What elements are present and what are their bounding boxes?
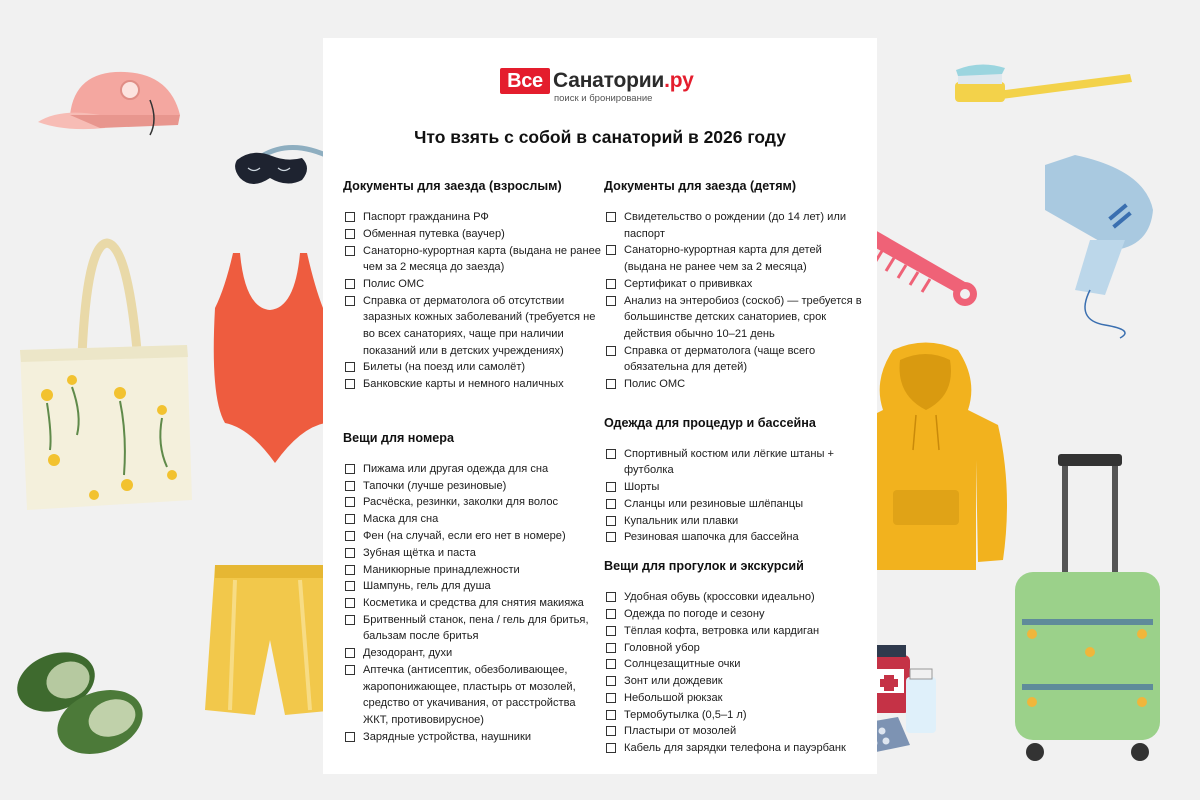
checklist-item[interactable] [604, 529, 862, 546]
checklist-item-label: Сертификат о прививках [624, 277, 753, 290]
checklist-item-label: Санаторно-курортная карта для детей (выдана не ранее чем за 2 месяца) [624, 244, 822, 273]
checklist-item-label: Обменная путевка (ваучер) [363, 227, 505, 240]
checkbox-icon[interactable] [606, 643, 616, 653]
checklist-item-label: Маска для сна [363, 513, 439, 526]
checklist-item[interactable] [604, 496, 862, 513]
suitcase-illustration [1010, 452, 1170, 764]
checklist-item[interactable] [343, 645, 601, 662]
checkbox-icon[interactable] [345, 732, 355, 742]
checklist-item[interactable] [604, 673, 862, 690]
checklist-item-label: Расчёска, резинки, заколки для волос [363, 496, 559, 509]
checklist-item-label: Шорты [624, 481, 660, 494]
checkbox-icon[interactable] [606, 279, 616, 289]
slippers-illustration [8, 636, 158, 758]
checkbox-icon[interactable] [345, 565, 355, 575]
checkbox-icon[interactable] [606, 379, 616, 389]
checklist-item-label: Банковские карты и немного наличных [363, 378, 564, 391]
checkbox-icon[interactable] [345, 615, 355, 625]
checkbox-icon[interactable] [345, 362, 355, 372]
checklist-item[interactable] [604, 209, 862, 242]
section-heading-docs-adult: Документы для заезда (взрослым) [343, 179, 562, 193]
page-title: Что взять с собой в санаторий в 2026 году [414, 127, 786, 147]
checklist-item-label: Зонт или дождевик [624, 675, 723, 688]
checklist-item[interactable] [604, 343, 862, 376]
checkbox-icon[interactable] [345, 379, 355, 389]
checklist-item-label: Дезодорант, духи [363, 647, 453, 660]
checklist-item[interactable] [604, 606, 862, 623]
checklist-item-label: Резиновая шапочка для бассейна [624, 531, 799, 544]
checkbox-icon[interactable] [606, 516, 616, 526]
section-heading-docs-child: Документы для заезда (детям) [604, 179, 797, 193]
checklist-item[interactable] [343, 578, 601, 595]
checklist-item[interactable] [604, 656, 862, 673]
checklist-item-label: Пижама или другая одежда для сна [363, 462, 549, 475]
checklist-item[interactable] [343, 209, 601, 226]
checklist-item-label: Солнцезащитные очки [624, 658, 741, 671]
checklist-item[interactable] [604, 740, 862, 757]
section-heading-procedures: Одежда для процедур и бассейна [604, 415, 816, 430]
checkbox-icon[interactable] [345, 296, 355, 306]
checklist-item[interactable] [343, 494, 601, 511]
checklist-item-label: Головной убор [624, 641, 700, 654]
checkbox-icon[interactable] [345, 514, 355, 524]
docs-child-list [604, 209, 862, 392]
checklist-item-label: Фен (на случай, если его нет в номере) [363, 529, 566, 542]
checklist-item[interactable] [604, 707, 862, 724]
brand-logo[interactable] [500, 68, 710, 108]
checklist-item[interactable] [343, 662, 601, 728]
checkbox-icon[interactable] [606, 532, 616, 542]
checklist-item-label: Сланцы или резиновые шлёпанцы [624, 497, 804, 510]
checkbox-icon[interactable] [606, 726, 616, 736]
checklist-item[interactable] [604, 446, 862, 479]
checklist-item-label: Полис ОМС [363, 277, 425, 290]
checklist-item-label: Санаторно-курортная карта (выдана не ранее чем за 2 месяца до заезда) [363, 244, 601, 274]
checklist-item-label: Удобная обувь (кроссовки идеально) [624, 591, 815, 604]
checklist-item-label: Зубная щётка и паста [363, 546, 476, 559]
checklist-item[interactable] [604, 293, 862, 343]
checkbox-icon[interactable] [345, 548, 355, 558]
checkbox-icon[interactable] [606, 482, 616, 492]
checkbox-icon[interactable] [345, 497, 355, 507]
section-heading-walks: Вещи для прогулок и экскурсий [604, 559, 804, 574]
checkbox-icon[interactable] [345, 464, 355, 474]
checkbox-icon[interactable] [345, 531, 355, 541]
cap-illustration [30, 60, 190, 155]
checklist-item[interactable] [604, 513, 862, 530]
logo-tagline: поиск и бронирование [554, 93, 653, 104]
checklist-item[interactable] [343, 729, 601, 746]
section-heading-room-things: Вещи для номера [343, 430, 454, 445]
checkbox-icon[interactable] [345, 665, 355, 675]
checklist-item-label: Пластыри от мозолей [624, 725, 737, 738]
checklist-item-label: Тапочки (лучше резиновые) [363, 479, 507, 492]
checkbox-icon[interactable] [345, 279, 355, 289]
checklist-item-label: Полис ОМС [624, 377, 686, 390]
checklist-item-label: Зарядные устройства, наушники [363, 730, 532, 743]
docs-adult-list [343, 209, 601, 393]
checklist-item[interactable] [343, 612, 601, 645]
hairdryer-illustration [1035, 150, 1165, 340]
checklist-item-label: Косметика и средства для снятия макияжа [363, 597, 584, 610]
checklist-item[interactable] [343, 528, 601, 545]
checkbox-icon[interactable] [606, 693, 616, 703]
procedures-list [604, 446, 862, 546]
checklist-item[interactable] [343, 293, 601, 359]
checkbox-icon[interactable] [345, 481, 355, 491]
checklist-item-label: Маникюрные принадлежности [363, 563, 520, 576]
checklist-item-label: Свидетельство о рождении (до 14 лет) или паспорт [624, 211, 847, 240]
checklist-item-label: Тёплая кофта, ветровка или кардиган [624, 624, 820, 637]
logo-wordmark: Санатории.ру [553, 69, 694, 92]
checklist-item-label: Купальник или плавки [624, 514, 739, 527]
checklist-item-label: Анализ на энтеробиоз (соскоб) — требуется в большинстве детских санаториев, срок действия обычно 10–21 день [624, 294, 862, 340]
shorts-illustration [200, 560, 340, 720]
tote-bag-illustration [12, 235, 197, 515]
checkbox-icon[interactable] [606, 499, 616, 509]
checklist-item[interactable] [343, 359, 601, 376]
checklist-item[interactable] [604, 589, 862, 606]
checklist-item[interactable] [343, 562, 601, 579]
checklist-item-label: Одежда по погоде и сезону [624, 607, 765, 620]
toothbrush-illustration [950, 60, 1140, 110]
checkbox-icon[interactable] [345, 648, 355, 658]
checklist-item[interactable] [604, 479, 862, 496]
checklist-item-label: Аптечка (антисептик, обезболивающее, жаропонижающее, пластырь от мозолей, средство от укачивания, от расстройства ЖКТ, противовирусное) [363, 664, 576, 726]
checklist-item-label: Справка от дерматолога об отсутствии заразных кожных заболеваний (требуется не во всех санаториях, чаще при наличии показаний или в детских учреждениях) [363, 294, 596, 357]
checklist-item[interactable] [343, 226, 601, 243]
checkbox-icon[interactable] [606, 676, 616, 686]
checklist-item-label: Шампунь, гель для душа [363, 580, 491, 593]
checklist-item-label: Справка от дерматолога (чаще всего обязательна для детей) [624, 344, 816, 374]
checkbox-icon[interactable] [606, 743, 616, 753]
checkbox-icon[interactable] [606, 212, 616, 222]
checklist-item[interactable] [604, 376, 862, 393]
checkbox-icon[interactable] [606, 449, 616, 459]
checklist-item[interactable] [604, 242, 862, 275]
checkbox-icon[interactable] [606, 296, 616, 306]
checklist-item-label: Термобутылка (0,5–1 л) [624, 708, 747, 721]
checklist-item[interactable] [343, 545, 601, 562]
left-column [343, 178, 601, 745]
checkbox-icon[interactable] [606, 626, 616, 636]
checklist-item-label: Билеты (на поезд или самолёт) [363, 361, 526, 374]
checkbox-icon[interactable] [345, 581, 355, 591]
checkbox-icon[interactable] [345, 246, 355, 256]
checklist-item[interactable] [343, 478, 601, 495]
checkbox-icon[interactable] [345, 212, 355, 222]
checklist-item-label: Бритвенный станок, пена / гель для бритья, бальзам после бритья [363, 613, 589, 643]
checklist-item[interactable] [604, 640, 862, 657]
right-column [604, 178, 862, 757]
checkbox-icon[interactable] [606, 346, 616, 356]
checkbox-icon[interactable] [606, 710, 616, 720]
comb-illustration [860, 222, 985, 312]
checklist-item[interactable] [343, 595, 601, 612]
walks-list [604, 589, 862, 757]
checkbox-icon[interactable] [345, 598, 355, 608]
swimsuit-illustration [205, 248, 335, 468]
checklist-item[interactable] [604, 623, 862, 640]
checklist-item[interactable] [343, 243, 601, 276]
checklist-item-label: Небольшой рюкзак [624, 691, 723, 704]
checklist-item-label: Кабель для зарядки телефона и пауэрбанк [624, 742, 846, 755]
checklist-item[interactable] [343, 511, 601, 528]
checkbox-icon[interactable] [606, 245, 616, 255]
room-things-list [343, 461, 601, 745]
checkbox-icon[interactable] [606, 659, 616, 669]
checklist-item[interactable] [343, 276, 601, 293]
logo-badge: Все [500, 68, 550, 94]
checklist-item[interactable] [343, 461, 601, 478]
checkbox-icon[interactable] [606, 592, 616, 602]
checklist-item-label: Паспорт гражданина РФ [363, 211, 489, 223]
checklist-item-label: Спортивный костюм или лёгкие штаны + футболка [624, 447, 834, 477]
checklist-item[interactable] [604, 690, 862, 707]
checklist-sheet [323, 38, 877, 774]
checklist-item[interactable] [343, 376, 601, 393]
checkbox-icon[interactable] [606, 609, 616, 619]
checkbox-icon[interactable] [345, 229, 355, 239]
checklist-item[interactable] [604, 723, 862, 740]
checklist-item[interactable] [604, 276, 862, 293]
